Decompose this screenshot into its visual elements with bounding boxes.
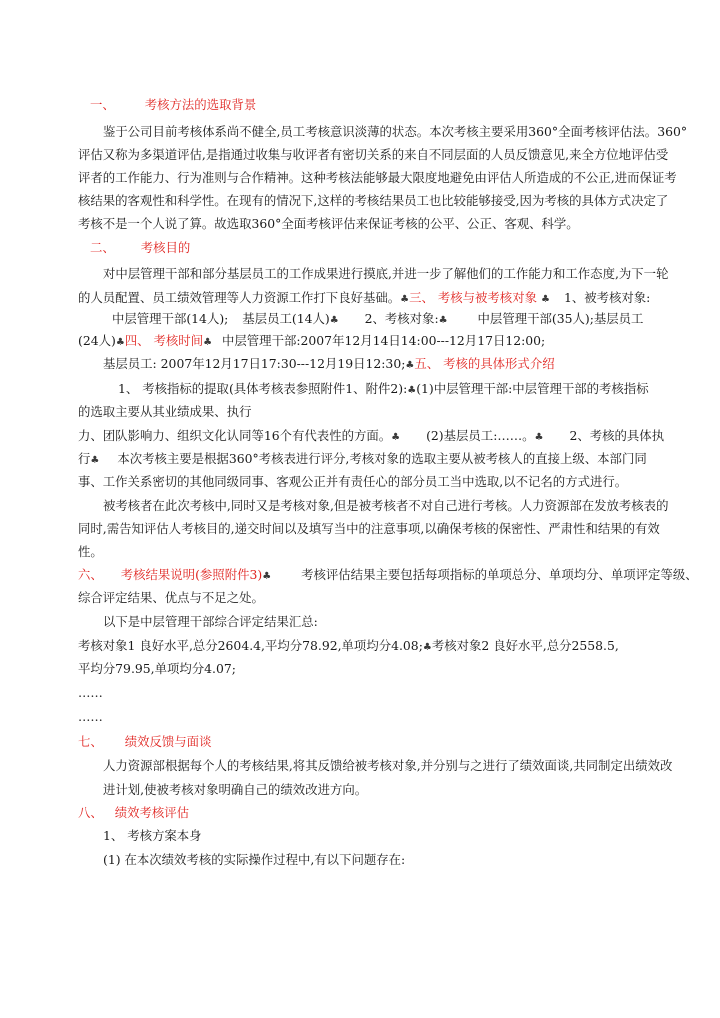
paragraph-line: 被考核者在此次考核中,同时又是考核对象,但是被考核者不对自己进行考核。人力资源部在发放考核表的	[103, 498, 669, 513]
paragraph-line: 进计划,使被考核对象明确自己的绩效改进方向。	[103, 782, 368, 797]
text-run: 基层员工(14人)	[242, 311, 330, 326]
paragraph-mark-icon: ♣	[534, 432, 544, 443]
text-run: 2、考核对象:	[364, 311, 439, 326]
paragraph-mark-icon: ♣	[90, 455, 100, 466]
paragraph-mark-icon: ♣	[540, 294, 550, 305]
section-heading-5: 五、 考核的具体形式介绍	[414, 356, 555, 371]
paragraph-line: 平均分79.95,单项均分4.07;	[78, 661, 236, 676]
paragraph-line: (1) 在本次绩效考核的实际操作过程中,有以下问题存在:	[103, 852, 406, 867]
text-run: (24人)	[78, 333, 116, 348]
paragraph-mark-icon: ♣	[115, 337, 125, 348]
text-run: 基层员工: 2007年12月17日17:30---12月19日12:30;	[103, 356, 406, 371]
paragraph-line: 的选取主要从其业绩成果、执行	[78, 404, 252, 419]
paragraph-line: 评估又称为多渠道评估,是指通过收集与收评者有密切关系的来自不同层面的人员反馈意见,来全方位地评估受	[78, 147, 669, 162]
section-heading-3: 三、 考核与被考核对象	[409, 290, 537, 305]
paragraph-mark-icon: ♣	[405, 360, 415, 371]
paragraph-line: 鉴于公司目前考核体系尚不健全,员工考核意识淡薄的状态。本次考核主要采用360°全面考核评估法。360°	[103, 124, 688, 139]
paragraph-line	[78, 428, 664, 446]
paragraph-line: 性。	[78, 544, 103, 559]
text-run: 中层管理干部(35人);基层员工	[477, 311, 644, 326]
section-number: 一、	[90, 97, 115, 112]
text-run: 中层管理干部(14人);	[112, 311, 229, 326]
paragraph-line	[78, 290, 650, 308]
text-run: 考核对象1 良好水平,总分2604.4,平均分78.92,单项均分4.08;	[78, 638, 423, 653]
paragraph-line: 核结果的客观性和科学性。在现有的情况下,这样的考核结果员工也比较能够接受,因为考核的具体方式决定了	[78, 193, 669, 208]
section-heading-8	[78, 805, 189, 821]
paragraph-line	[118, 381, 649, 399]
paragraph-line	[103, 356, 555, 374]
paragraph-line	[78, 567, 698, 585]
paragraph-mark-icon: ♣	[262, 571, 272, 582]
paragraph-mark-icon: ♣	[391, 432, 401, 443]
paragraph-line	[112, 311, 643, 329]
paragraph-line: 考核不是一个人说了算。故选取360°全面考核评估来保证考核的公平、公正、客观、科学。	[78, 216, 579, 231]
paragraph-line: 以下是中层管理干部综合评定结果汇总:	[103, 614, 318, 629]
section-title: 绩效考核评估	[114, 805, 190, 820]
paragraph-mark-icon: ♣	[407, 385, 417, 396]
paragraph-line: 同时,需告知评估人考核目的,递交时间以及填写当中的注意事项,以确保考核的保密性、严肃性和结果的有效	[78, 521, 660, 536]
text-run: 力、团队影响力、组织文化认同等16个有代表性的方面。	[78, 428, 392, 443]
ellipsis-line: ……	[78, 685, 103, 700]
paragraph-mark-icon: ♣	[422, 642, 432, 653]
text-run: 本次考核主要是根据360°考核表进行评分,考核对象的选取主要从被考核人的直接上级、本部门同	[117, 451, 647, 466]
paragraph-line: 1、 考核方案本身	[103, 828, 202, 843]
section-title: 绩效反馈与面谈	[124, 734, 212, 749]
text-run: 考核对象2 良好水平,总分2558.5,	[431, 638, 619, 653]
paragraph-mark-icon: ♣	[329, 315, 339, 326]
section-heading-1	[90, 97, 256, 113]
section-title: 考核目的	[140, 240, 191, 255]
text-run: 考核评估结果主要包括每项指标的单项总分、单项均分、单项评定等级、	[301, 567, 698, 582]
text-run: 的人员配置、员工绩效管理等人力资源工作打下良好基础。	[78, 290, 401, 305]
section-heading-2	[90, 240, 190, 256]
text-run: 中层管理干部:2007年12月14日14:00---12月17日12:00;	[222, 333, 546, 348]
text-run: 2、考核的具体执	[569, 428, 665, 443]
section-number: 二、	[90, 240, 115, 255]
paragraph-mark-icon: ♣	[438, 315, 448, 326]
text-run: 1、被考核对象:	[563, 290, 651, 305]
paragraph-line: 对中层管理干部和部分基层员工的工作成果进行摸底,并进一步了解他们的工作能力和工作态度,为下一轮	[103, 266, 669, 281]
paragraph-line: 事、工作关系密切的其他同级同事、客观公正并有责任心的部分员工当中选取,以不记名的方式进行。	[78, 474, 628, 489]
text-run: 1、 考核指标的提取(具体考核表参照附件1、附件2):	[118, 381, 408, 396]
section-title: 考核方法的选取背景	[144, 97, 257, 112]
paragraph-line	[78, 333, 545, 351]
section-number: 六、	[78, 567, 103, 582]
paragraph-mark-icon: ♣	[203, 337, 213, 348]
paragraph-line: 综合评定结果、优点与不足之处。	[78, 590, 264, 605]
paragraph-line	[78, 451, 647, 469]
ellipsis-line: ……	[78, 709, 103, 724]
paragraph-line	[78, 638, 619, 656]
section-number: 八、	[78, 805, 103, 820]
text-run: (2)基层员工:……。	[426, 428, 535, 443]
text-run: (1)中层管理干部:中层管理干部的考核指标	[416, 381, 649, 396]
paragraph-line: 人力资源部根据每个人的考核结果,将其反馈给被考核对象,并分别与之进行了绩效面谈,共同制定出绩效改	[103, 758, 673, 773]
section-heading-4: 四、 考核时间	[124, 333, 204, 348]
section-number: 七、	[78, 734, 103, 749]
section-heading-7	[78, 734, 211, 750]
paragraph-line: 评者的工作能力、行为准则与合作精神。这种考核法能够最大限度地避免由评估人所造成的不公正,进而保证考	[78, 170, 677, 185]
section-title: 考核结果说明(参照附件3)	[120, 567, 263, 582]
text-run: 行	[78, 451, 91, 466]
paragraph-mark-icon: ♣	[400, 294, 410, 305]
